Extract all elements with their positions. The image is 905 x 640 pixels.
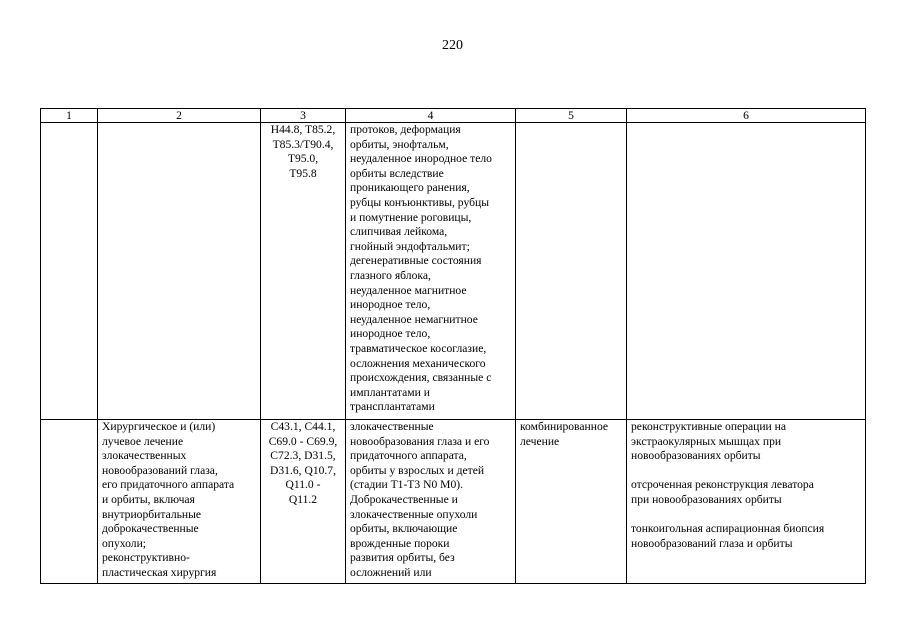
cell-text-line: T85.3/T90.4, [272, 137, 334, 151]
column-header: 1 [41, 109, 98, 123]
cell-text-line: развития орбиты, без [350, 551, 455, 565]
cell-text-line: тонкоигольная аспирационная биопсия [631, 522, 825, 536]
column-header: 4 [346, 109, 516, 123]
column-header: 5 [516, 109, 627, 123]
table-row [41, 420, 866, 584]
cell-text-line: новообразований глаза, [102, 463, 218, 477]
table-cell [261, 420, 346, 584]
column-header: 2 [98, 109, 261, 123]
cell-text-line [631, 508, 861, 523]
cell-text-line: новообразования глаза и его [350, 434, 490, 448]
table-cell [346, 420, 516, 584]
cell-text-line: травматическое косоглазие, [350, 341, 487, 355]
cell-text-line: трансплантатами [350, 400, 435, 414]
cell-text-line: злокачественные опухоли [350, 507, 478, 521]
cell-text-line: новообразованиях орбиты [631, 449, 761, 463]
cell-text-line: Хирургическое и (или) [102, 420, 216, 433]
cell-text-line: внутриорбитальные [102, 507, 202, 521]
cell-text-line: пластическая хирургия [102, 565, 217, 579]
cell-text-line: T95.0, [287, 152, 319, 166]
cell-text-line: при новообразованиях орбиты [631, 492, 782, 506]
table-cell [261, 123, 346, 420]
table-cell [98, 123, 261, 420]
column-header: 6 [627, 109, 866, 123]
cell-text-line: гнойный эндофтальмит; [350, 239, 470, 253]
table-cell [41, 123, 98, 420]
procedures-table [40, 108, 866, 584]
cell-text-line: Q11.0 - [285, 478, 321, 492]
cell-text-line: орбиты вследствие [350, 166, 444, 180]
cell-text-line: новообразований глаза и орбиты [631, 536, 793, 550]
cell-text-line: его придаточного аппарата [102, 478, 235, 492]
cell-text-line: доброкачественные [102, 522, 199, 536]
cell-text-line: и помутнение роговицы, [350, 210, 472, 224]
table-header-row [41, 109, 866, 123]
cell-text-line: орбиты, энофтальм, [350, 137, 449, 151]
cell-text-line: дегенеративные состояния [350, 254, 482, 268]
table-cell [516, 420, 627, 584]
cell-text-line: комбинированное [520, 420, 609, 433]
cell-text-line: Доброкачественные и [350, 492, 458, 506]
cell-text-line: экстраокулярных мышцах при [631, 434, 782, 448]
cell-text-line: проникающего ранения, [350, 181, 470, 195]
table-row [41, 123, 866, 420]
cell-text-line: имплантатами и [350, 385, 430, 399]
cell-text-line: D31.6, Q10.7, [269, 463, 337, 477]
cell-text-line: неудаленное немагнитное [350, 312, 478, 326]
cell-text-line: врожденные пороки [350, 536, 450, 550]
cell-text-line: неудаленное магнитное [350, 283, 467, 297]
cell-text-line: слипчивая лейкома, [350, 225, 448, 239]
cell-text-line: C43.1, C44.1, [270, 420, 336, 433]
cell-text-line: C72.3, D31.5, [270, 449, 336, 463]
cell-text-line: отсроченная реконструкция леватора [631, 478, 814, 492]
cell-text-line: рубцы конъюнктивы, рубцы [350, 195, 489, 209]
cell-text-line: злокачественных [102, 449, 187, 463]
cell-text-line: происхождения, связанные с [350, 371, 492, 385]
cell-text-line: инородное тело, [350, 327, 431, 341]
table-cell [41, 420, 98, 584]
cell-text-line: лечение [520, 434, 560, 448]
cell-text-line: T95.8 [289, 166, 317, 180]
cell-text-line: C69.0 - C69.9, [268, 434, 338, 448]
table-cell [627, 123, 866, 420]
cell-text-line: (стадии T1-T3 N0 M0). [350, 478, 464, 492]
cell-text-line: инородное тело, [350, 298, 431, 312]
cell-text-line: реконструктивно- [102, 551, 190, 565]
cell-text-line: злокачественные [350, 420, 434, 433]
cell-text-line: Q11.2 [288, 492, 318, 506]
cell-text-line [631, 464, 861, 479]
table-cell [346, 123, 516, 420]
cell-text-line: лучевое лечение [102, 434, 184, 448]
table-cell [627, 420, 866, 584]
cell-text-line: протоков, деформация [350, 123, 461, 136]
cell-text-line: орбиты, включающие [350, 522, 458, 536]
cell-text-line: H44.8, T85.2, [270, 123, 336, 136]
page-number: 220 [442, 38, 463, 53]
cell-text-line: придаточного аппарата, [350, 449, 467, 463]
cell-text-line: и орбиты, включая [102, 492, 195, 506]
cell-text-line: осложнений или [350, 565, 432, 579]
cell-text-line: глазного яблока, [350, 268, 431, 282]
cell-text-line: неудаленное инородное тело [350, 152, 492, 166]
table-cell [98, 420, 261, 584]
cell-text-line: орбиты у взрослых и детей [350, 463, 485, 477]
cell-text-line: опухоли; [102, 536, 147, 550]
column-header: 3 [261, 109, 346, 123]
table-cell [516, 123, 627, 420]
cell-text-line: осложнения механического [350, 356, 486, 370]
cell-text-line: реконструктивные операции на [631, 420, 786, 433]
